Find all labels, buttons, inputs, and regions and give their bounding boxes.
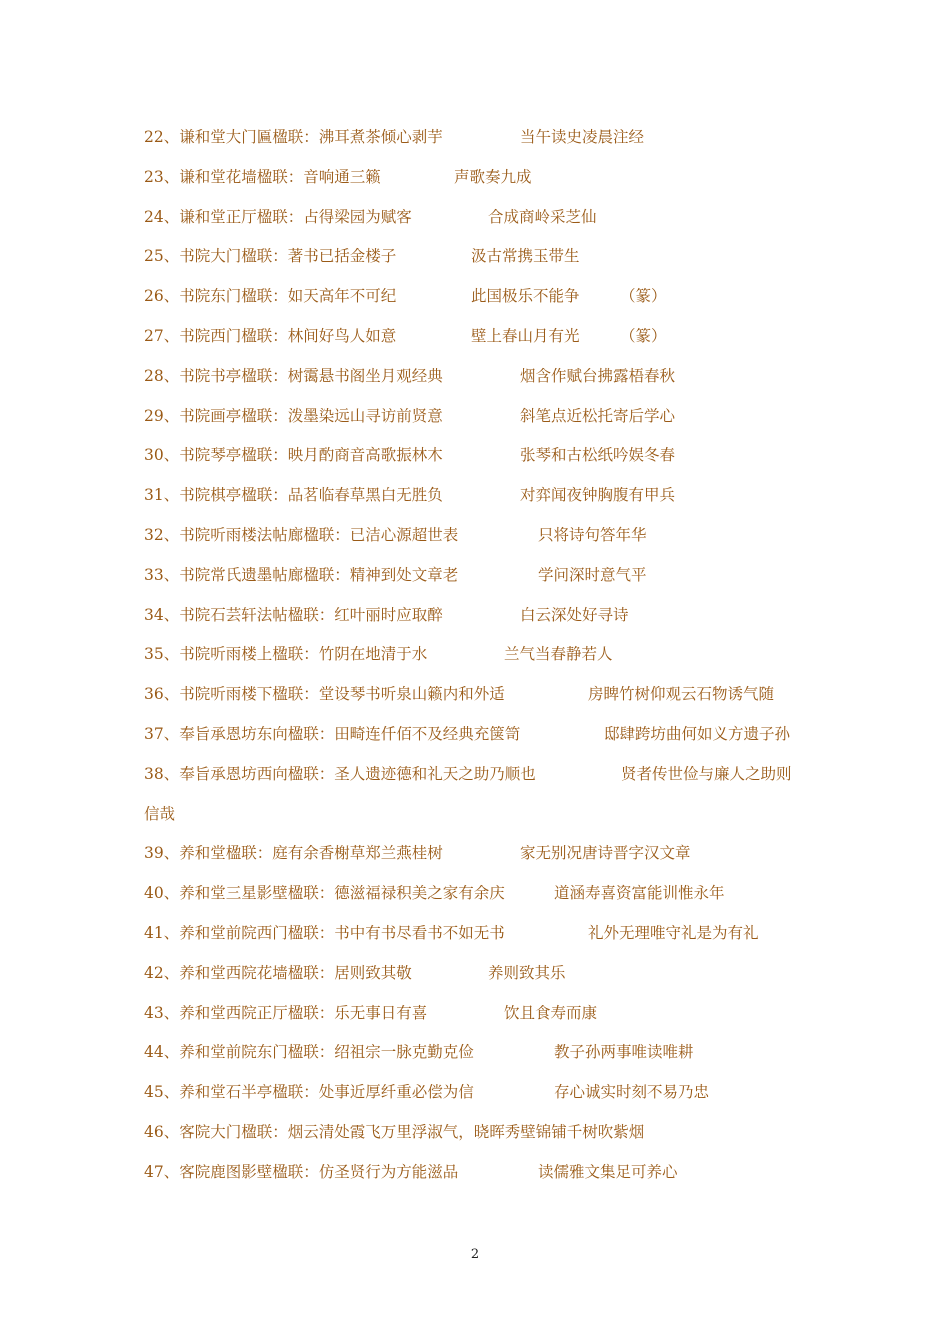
couplet-label: 38、奉旨承恩坊西向楹联：圣人遗迹德和礼天之助乃顺也: [144, 764, 536, 783]
couplet-label: 43、养和堂西院正厅楹联：乐无事日有喜: [144, 1003, 428, 1022]
couplet-label: 42、养和堂西院花墙楹联：居则致其敬: [144, 963, 412, 982]
couplet-label: 47、客院鹿图影壁楹联：仿圣贤行为方能滋品: [144, 1162, 459, 1181]
couplet-second-line: 烟含作赋台拂露梧春秋: [520, 366, 676, 385]
couplet-second-line: 邸肆跨坊曲何如义方遗子孙: [604, 725, 791, 743]
couplet-second-line: 贤者传世俭与廉人之助则: [621, 764, 792, 783]
couplet-label: 41、养和堂前院西门楹联：书中有书尽看书不如无书: [144, 924, 505, 942]
page-number: 2: [470, 1247, 480, 1262]
couplet-label: 39、养和堂楹联：庭有余香榭草郑兰燕桂树: [144, 844, 443, 863]
couplet-second-line: 壁上春山月有光: [471, 327, 580, 345]
couplet-label: 信哉: [144, 804, 176, 823]
couplet-label: 45、养和堂石半亭楹联：处事近厚纤重必偿为信: [144, 1083, 474, 1102]
couplet-label: 25、书院大门楹联：著书已括金楼子: [144, 247, 397, 266]
couplet-label: 31、书院棋亭楹联：品茗临春草黑白无胜负: [144, 486, 443, 505]
couplet-label: 33、书院常氏遗墨帖廊楹联：精神到处文章老: [144, 565, 459, 584]
script-style-note: （篆）: [620, 327, 667, 345]
couplet-label: 32、书院听雨楼法帖廊楹联：已洁心源超世表: [144, 526, 459, 544]
couplet-label: 37、奉旨承恩坊东向楹联：田畸连仟佰不及经典充箧笥: [144, 725, 521, 743]
couplet-second-line: 家无别况唐诗晋字汉文章: [520, 844, 691, 863]
couplet-second-line: 饮且食寿而康: [504, 1003, 598, 1022]
couplet-label: 28、书院书亭楹联：树霭悬书阁坐月观经典: [144, 366, 443, 385]
couplet-second-line: 汲古常携玉带生: [471, 247, 580, 266]
couplet-label: 23、谦和堂花墙楹联：音响通三籁: [144, 167, 381, 186]
couplet-second-line: 斜笔点近松托寄后学心: [520, 406, 676, 425]
couplet-label: 22、谦和堂大门匾楹联：沸耳煮茶倾心剥芋: [144, 128, 443, 146]
couplet-label: 34、书院石芸轩法帖楹联：红叶丽时应取醉: [144, 605, 443, 624]
script-style-note: （篆）: [620, 287, 667, 306]
couplet-second-line: 养则致其乐: [488, 963, 566, 982]
couplet-second-line: 声歌奏九成: [454, 167, 532, 186]
couplet-label: 27、书院西门楹联：林间好鸟人如意: [144, 327, 397, 345]
couplet-label: 44、养和堂前院东门楹联：绍祖宗一脉克勤克俭: [144, 1043, 474, 1062]
couplet-second-line: 合成商岭采芝仙: [488, 207, 597, 226]
couplet-label: 40、养和堂三星影壁楹联：德滋福禄积美之家有余庆: [144, 884, 505, 903]
couplet-second-line: 房睥竹树仰观云石物诱气随: [588, 685, 775, 704]
couplet-second-line: 只将诗句答年华: [538, 526, 647, 544]
couplet-label: 35、书院听雨楼上楹联：竹阴在地清于水: [144, 645, 428, 664]
couplet-second-line: 读儒雅文集足可养心: [538, 1162, 678, 1181]
couplet-second-line: 此国极乐不能争: [471, 287, 580, 306]
couplet-label: 26、书院东门楹联：如天高年不可纪: [144, 287, 397, 306]
couplet-second-line: 张琴和古松纸吟娱冬春: [520, 446, 676, 465]
couplet-label: 29、书院画亭楹联：泼墨染远山寻访前贤意: [144, 406, 443, 425]
couplet-label: 46、客院大门楹联：烟云清处霞飞万里浮淑气，晓晖秀壁锦铺千树吹紫烟: [144, 1123, 645, 1141]
couplet-second-line: 当午读史凌晨注经: [520, 128, 645, 146]
couplet-label: 36、书院听雨楼下楹联：堂设琴书听泉山籁内和外适: [144, 685, 505, 704]
couplet-second-line: 对弈闻夜钟胸腹有甲兵: [520, 486, 676, 505]
couplet-label: 30、书院琴亭楹联：映月酌商音高歌振林木: [144, 446, 443, 465]
couplet-second-line: 学问深时意气平: [538, 565, 647, 584]
couplet-label: 24、谦和堂正厅楹联：占得梁园为赋客: [144, 207, 412, 226]
couplet-second-line: 礼外无理唯守礼是为有礼: [588, 924, 759, 942]
couplet-second-line: 兰气当春静若人: [504, 645, 613, 664]
couplet-second-line: 存心诚实时刻不易乃忠: [554, 1083, 710, 1102]
couplet-second-line: 道涵寿喜资富能训惟永年: [554, 884, 725, 903]
couplet-second-line: 白云深处好寻诗: [520, 605, 629, 624]
couplet-second-line: 教子孙两事唯读唯耕: [554, 1043, 694, 1062]
